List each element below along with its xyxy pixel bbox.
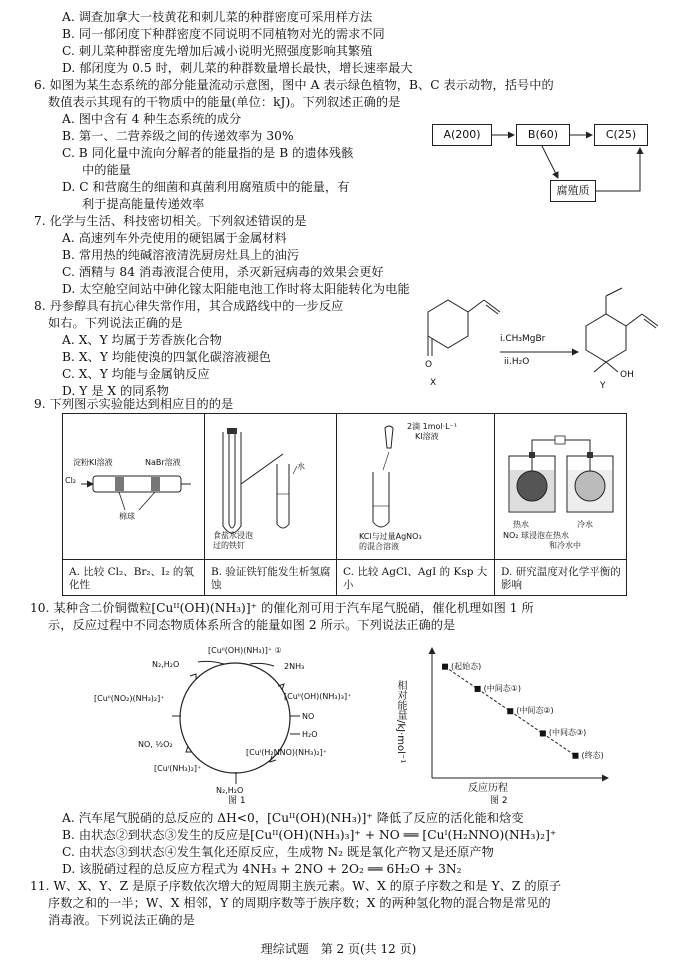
no-half-o2-label: NO, ½O₂ (138, 740, 173, 749)
q6-stem-line1: 6. 如图为某生态系统的部分能量流动示意图，图中 A 表示绿色植物，B、C 表示动物，括号中的 (34, 78, 554, 92)
q6-stem-line2: 数值表示其现有的干物质中的能量(单位：kJ)。下列叙述正确的是 (48, 95, 401, 109)
no-label: NO (302, 712, 315, 721)
q11-stem-line3: 消毒液。下列说法正确的是 (48, 913, 195, 927)
nh3-label: 2NH₃ (284, 662, 305, 671)
figure-1-caption: 图 1 (228, 796, 246, 806)
label-no2-ball: NO₂ 球浸泡在热水 (503, 531, 570, 540)
q6-option-c-line2: 中的能量 (82, 163, 131, 177)
q10-option-c: C. 由状态③到状态④发生氧化还原反应，生成物 N₂ 既是氧化产物又是还原产物 (62, 845, 494, 859)
q6-option-c-line1: C. B 同化量中流向分解者的能量指的是 B 的遗体残骸 (62, 146, 354, 160)
energy-point-label: (起始态) (451, 661, 482, 671)
label-no2-ball-2: 和冷水中 (549, 541, 581, 550)
x-label: X (430, 378, 437, 388)
q5-option-a: A. 调查加拿大一枝黄花和刺儿菜的种群密度可采用样方法 (62, 10, 373, 24)
label-cotton: 棉球 (119, 512, 135, 521)
q6-option-d-line2: 利于提高能量传递效率 (82, 197, 205, 211)
q10-stem-line1: 10. 某种含二价铜微粒[Cuᴵᴵ(OH)(NH₃)]⁺ 的催化剂可用于汽车尾气脱硝，催化机理如图 1 所 (30, 601, 534, 615)
caption-d: D. 研究温度对化学平衡的影响 (501, 566, 621, 591)
figure-2-caption: 图 2 (490, 796, 508, 806)
q7-option-b: B. 常用热的纯碱溶液清洗厨房灶具上的油污 (62, 248, 300, 262)
label-cold-water: 冷水 (577, 520, 593, 529)
q8-stem-line1: 8. 丹参醇具有抗心律失常作用，其合成路线中的一步反应 (34, 299, 344, 313)
label-salt-water: 食盐水浸泡 (213, 531, 253, 540)
label-cl2: Cl₂ (65, 476, 77, 485)
q9-stem: 9. 下列图示实验能达到相应目的的是 (34, 397, 234, 411)
label-ki-solution: KI溶液 (415, 432, 439, 441)
energy-point-label: (中间态②) (516, 706, 554, 716)
label-kcl-agno3: KCl与过量AgNO₃ (359, 532, 422, 541)
q7-option-c: C. 酒精与 84 消毒液混合使用，杀灭新冠病毒的效果会更好 (62, 265, 384, 279)
label-hot-water: 热水 (513, 520, 529, 529)
q5-option-d: D. 郁闭度为 0.5 时，刺儿菜的种群数量增长最快，增长速率最大 (62, 61, 413, 75)
label-ki-starch: 淀粉KI溶液 (73, 458, 113, 467)
caption-b: B. 验证铁钉能发生析氢腐蚀 (211, 566, 331, 591)
n2-h2o-bottom: N₂,H₂O (216, 786, 244, 795)
q10-stem-line2: 示，反应过程中不同态物质体系所含的能量如图 2 所示。下列说法正确的是 (48, 618, 456, 632)
y-oh-label: OH (620, 370, 634, 380)
caption-a: A. 比较 Cl₂、Br₂、I₂ 的氧化性 (69, 566, 194, 591)
label-nabr: NaBr溶液 (145, 458, 181, 467)
reagent-step1: i.CH₃MgBr (500, 334, 546, 344)
reagent-step2: ii.H₂O (504, 357, 530, 367)
h2o-label: H₂O (302, 730, 318, 739)
flow-box-c: C(25) (594, 124, 648, 146)
q7-stem: 7. 化学与生活、科技密切相关。下列叙述错误的是 (34, 214, 307, 228)
q11-stem-line1: 11. W、X、Y、Z 是原子序数依次增大的短周期主族元素。W、X 的原子序数之和是 Y、Z 的原子 (30, 879, 562, 893)
state-3-label: [Cuᴵ(H₂NNO)(NH₃)₂]⁺ (246, 748, 327, 757)
flow-box-b: B(60) (516, 124, 570, 146)
q5-option-c: C. 刺儿菜种群密度先增加后减小说明光照强度影响其繁殖 (62, 44, 373, 58)
q10-option-b: B. 由状态②到状态③发生的反应是[Cuᴵᴵ(OH)(NH₃)₃]⁺ + NO ══ [Cuᴵ(H₂NNO)(NH₃)₂]⁺ (62, 828, 557, 842)
state-5-label: [Cuᴵᴵ(NO₂)(NH₃)₂]⁺ (94, 694, 165, 703)
x-oxygen-label: O (425, 360, 433, 370)
q7-option-d: D. 太空舱空间站中砷化镓太阳能电池工作时将太阳能转化为电能 (62, 282, 410, 296)
q7-option-a: A. 高速列车外壳使用的硬铝属于金属材料 (62, 231, 287, 245)
q6-option-a: A. 图中含有 4 种生态系统的成分 (62, 112, 242, 126)
q10-option-a: A. 汽车尾气脱硝的总反应的 ΔH<0，[Cuᴵᴵ(OH)(NH₃)]⁺ 降低了反应的活化能和焓变 (62, 811, 524, 825)
energy-point-label: (中间态③) (548, 728, 587, 738)
q6-option-b: B. 第一、二营养级之间的传递效率为 30% (62, 129, 294, 143)
q8-option-b: B. X、Y 均能使溴的四氯化碳溶液褪色 (62, 350, 271, 364)
label-drop-ki: 2滴 1mol·L⁻¹ (407, 422, 458, 431)
page-footer: 理综试题 第 2 页(共 12 页) (260, 942, 417, 956)
energy-point-label: (中间态①) (483, 683, 522, 693)
flow-box-humus: 腐殖质 (550, 180, 596, 202)
y-label: Y (600, 381, 606, 391)
chart-y-label: 相对能量/kJ·mol⁻¹ (395, 680, 406, 764)
energy-point-label: (终态) (581, 750, 604, 760)
q8-stem-line2: 如右。下列说法正确的是 (48, 316, 183, 330)
chart-x-label: 反应历程 (468, 783, 508, 794)
n2-h2o-top: N₂,H₂O (152, 660, 180, 669)
q10-option-d: D. 该脱硝过程的总反应方程式为 4NH₃ + 2NO + 2O₂ ══ 6H₂O + 3N₂ (62, 862, 462, 876)
state-4-label: [Cuᴵ(NH₃)₂]⁺ (154, 764, 202, 773)
label-water: 水 (297, 462, 305, 471)
q8-option-d: D. Y 是 X 的同系物 (62, 384, 170, 398)
q6-option-d-line1: D. C 和营腐生的细菌和真菌利用腐殖质中的能量，有 (62, 180, 350, 194)
state-1-label: [Cuᴵᴵ(OH)(NH₃)]⁺ ① (208, 646, 282, 655)
flow-box-a: A(200) (432, 124, 492, 146)
label-mixed-solution: 的混合溶液 (359, 542, 399, 551)
q5-option-b: B. 同一郁闭度下种群密度不同说明不同植物对光的需求不同 (62, 27, 385, 41)
energy-point (572, 753, 578, 759)
state-2-label: [Cuᴵᴵ(OH)(NH₃)₃]⁺ (284, 692, 352, 701)
q8-option-c: C. X、Y 均能与金属钠反应 (62, 367, 210, 381)
q11-stem-line2: 序数之和的一半；W、X 相邻，Y 的周期序数等于族序数；X 的两种氢化物的混合物是常见的 (48, 896, 551, 910)
caption-c: C. 比较 AgCl、AgI 的 Ksp 大小 (343, 566, 488, 591)
q8-option-a: A. X、Y 均属于芳香族化合物 (62, 333, 222, 347)
label-iron-nail: 过的铁钉 (213, 541, 245, 550)
